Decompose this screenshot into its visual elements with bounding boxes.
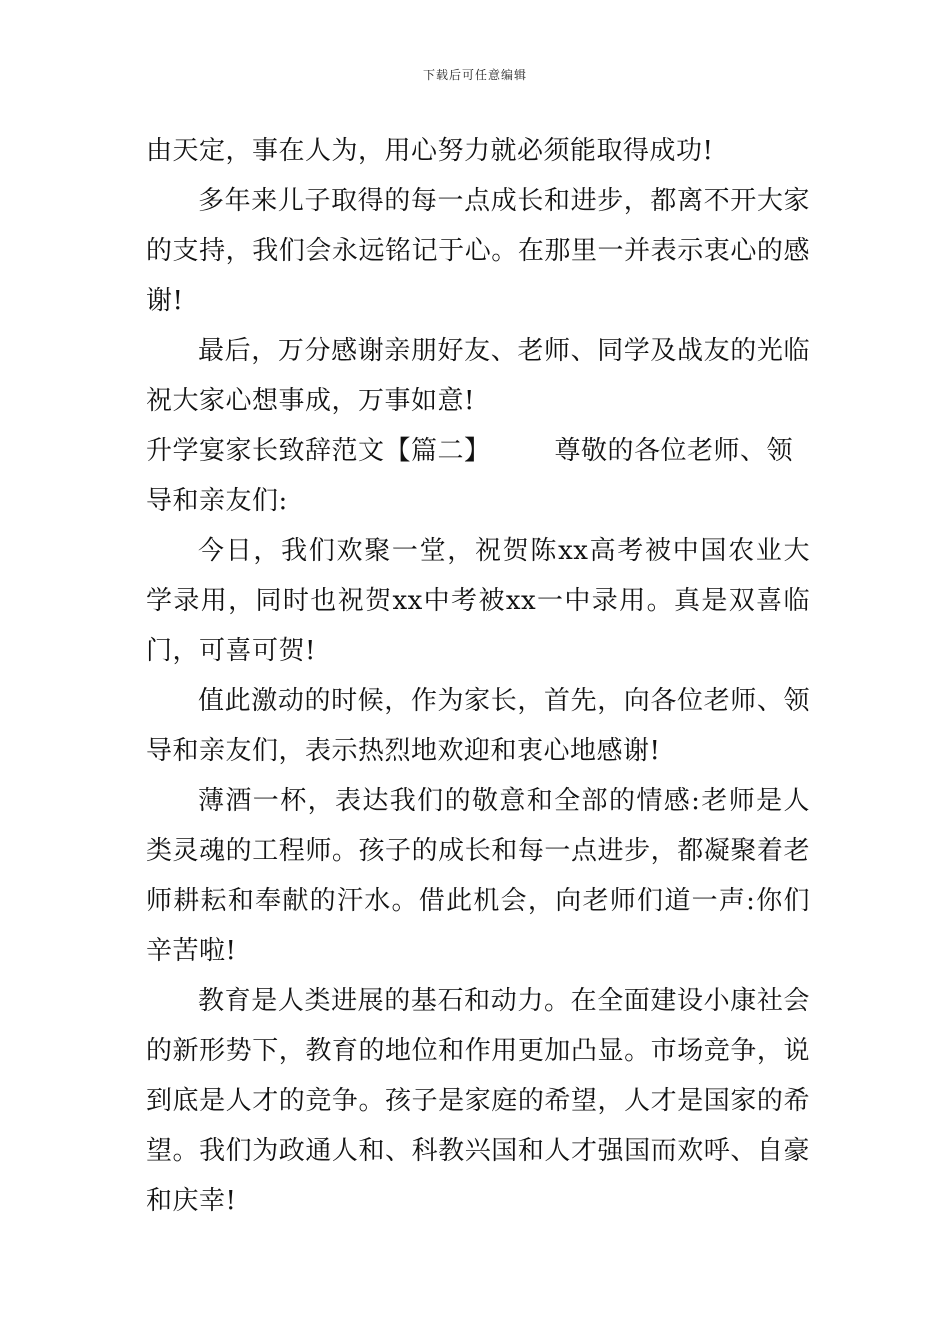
paragraph-celebration: 今日，我们欢聚一堂，祝贺陈xx高考被中国农业大学录用，同时也祝贺xx中考被xx一中录用。真是双喜临门，可喜可贺! xyxy=(146,536,810,666)
paragraph-closing-thanks: 最后，万分感谢亲朋好友、老师、同学及战友的光临祝大家心想事成，万事如意! xyxy=(146,336,810,416)
page-header-note: 下载后可任意编辑 xyxy=(422,68,527,82)
section-greeting: 尊敬的各位老师、领导和亲友们: xyxy=(146,436,794,516)
paragraph-thanks-support: 多年来儿子取得的每一点成长和进步，都离不开大家的支持，我们会永远铭记于心。在那里一并表示衷心的感谢! xyxy=(146,186,810,316)
paragraph-toast-teachers: 薄酒一杯，表达我们的敬意和全部的情感:老师是人类灵魂的工程师。孩子的成长和每一点进步，都凝聚着老师耕耘和奉献的汗水。借此机会，向老师们道一声:你们辛苦啦! xyxy=(146,786,810,966)
paragraph-continuation: 由天定，事在人为，用心努力就必须能取得成功! xyxy=(146,136,714,166)
document-body xyxy=(146,126,810,1226)
paragraph-education: 教育是人类进展的基石和动力。在全面建设小康社会的新形势下，教育的地位和作用更加凸显。市场竞争，说到底是人才的竞争。孩子是家庭的希望，人才是国家的希望。我们为政通人和、科教兴国和人才强国而欢呼、自豪和庆幸! xyxy=(146,986,810,1216)
section-title: 升学宴家长致辞范文【篇二】 xyxy=(146,436,491,466)
paragraph-welcome: 值此激动的时候，作为家长，首先，向各位老师、领导和亲友们，表示热烈地欢迎和衷心地感谢! xyxy=(146,686,810,766)
section-heading xyxy=(146,426,810,526)
